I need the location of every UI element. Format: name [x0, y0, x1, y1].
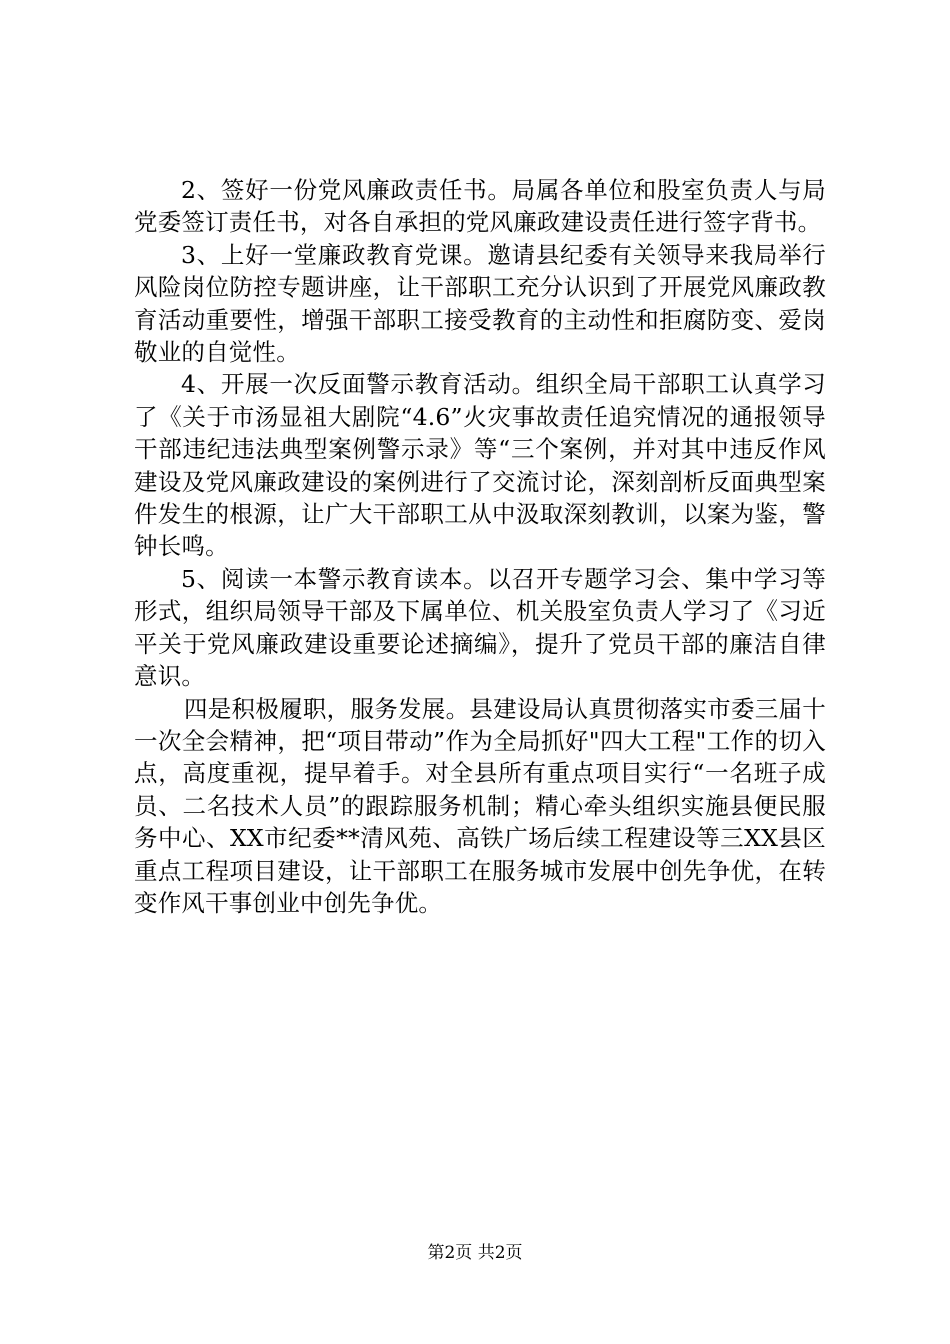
- paragraph-warning-education: 4、开展一次反面警示教育活动。组织全局干部职工认真学习了《关于市汤显祖大剧院“4.6”火灾事故责任追究情况的通报领导干部违纪违法典型案例警示录》等“三个案例，并对其中违反作风建设及党风廉政建设的案例进行了交流讨论，深刻剖析反面典型案件发生的根源，让广大干部职工从中汲取深刻教训，以案为鉴，警钟长鸣。: [134, 370, 826, 561]
- paragraph-integrity-lecture: 3、上好一堂廉政教育党课。邀请县纪委有关领导来我局举行风险岗位防控专题讲座，让干部职工充分认识到了开展党风廉政教育活动重要性，增强干部职工接受教育的主动性和拒腐防变、爱岗敬业的自觉性。: [134, 240, 826, 367]
- document-body: [134, 174, 826, 919]
- paragraph-active-duty: 四是积极履职，服务发展。县建设局认真贯彻落实市委三届十一次全会精神，把“项目带动”作为全局抓好"四大工程"工作的切入点，高度重视，提早着手。对全县所有重点项目实行“一名班子成员、二名技术人员”的跟踪服务机制；精心牵头组织实施县便民服务中心、XX市纪委**清风苑、高铁广场后续工程建设等三XX县区重点工程项目建设，让干部职工在服务城市发展中创先争优，在转变作风干事创业中创先争优。: [134, 694, 826, 917]
- page-number-footer: 第2页 共2页: [427, 1243, 523, 1263]
- paragraph-warning-reading: 5、阅读一本警示教育读本。以召开专题学习会、集中学习等形式，组织局领导干部及下属单位、机关股室负责人学习了《习近平关于党风廉政建设重要论述摘编》，提升了党员干部的廉洁自律意识。: [134, 564, 826, 691]
- paragraph-responsibility-letter: 2、签好一份党风廉政责任书。局属各单位和股室负责人与局党委签订责任书，对各自承担的党风廉政建设责任进行签字背书。: [134, 176, 826, 237]
